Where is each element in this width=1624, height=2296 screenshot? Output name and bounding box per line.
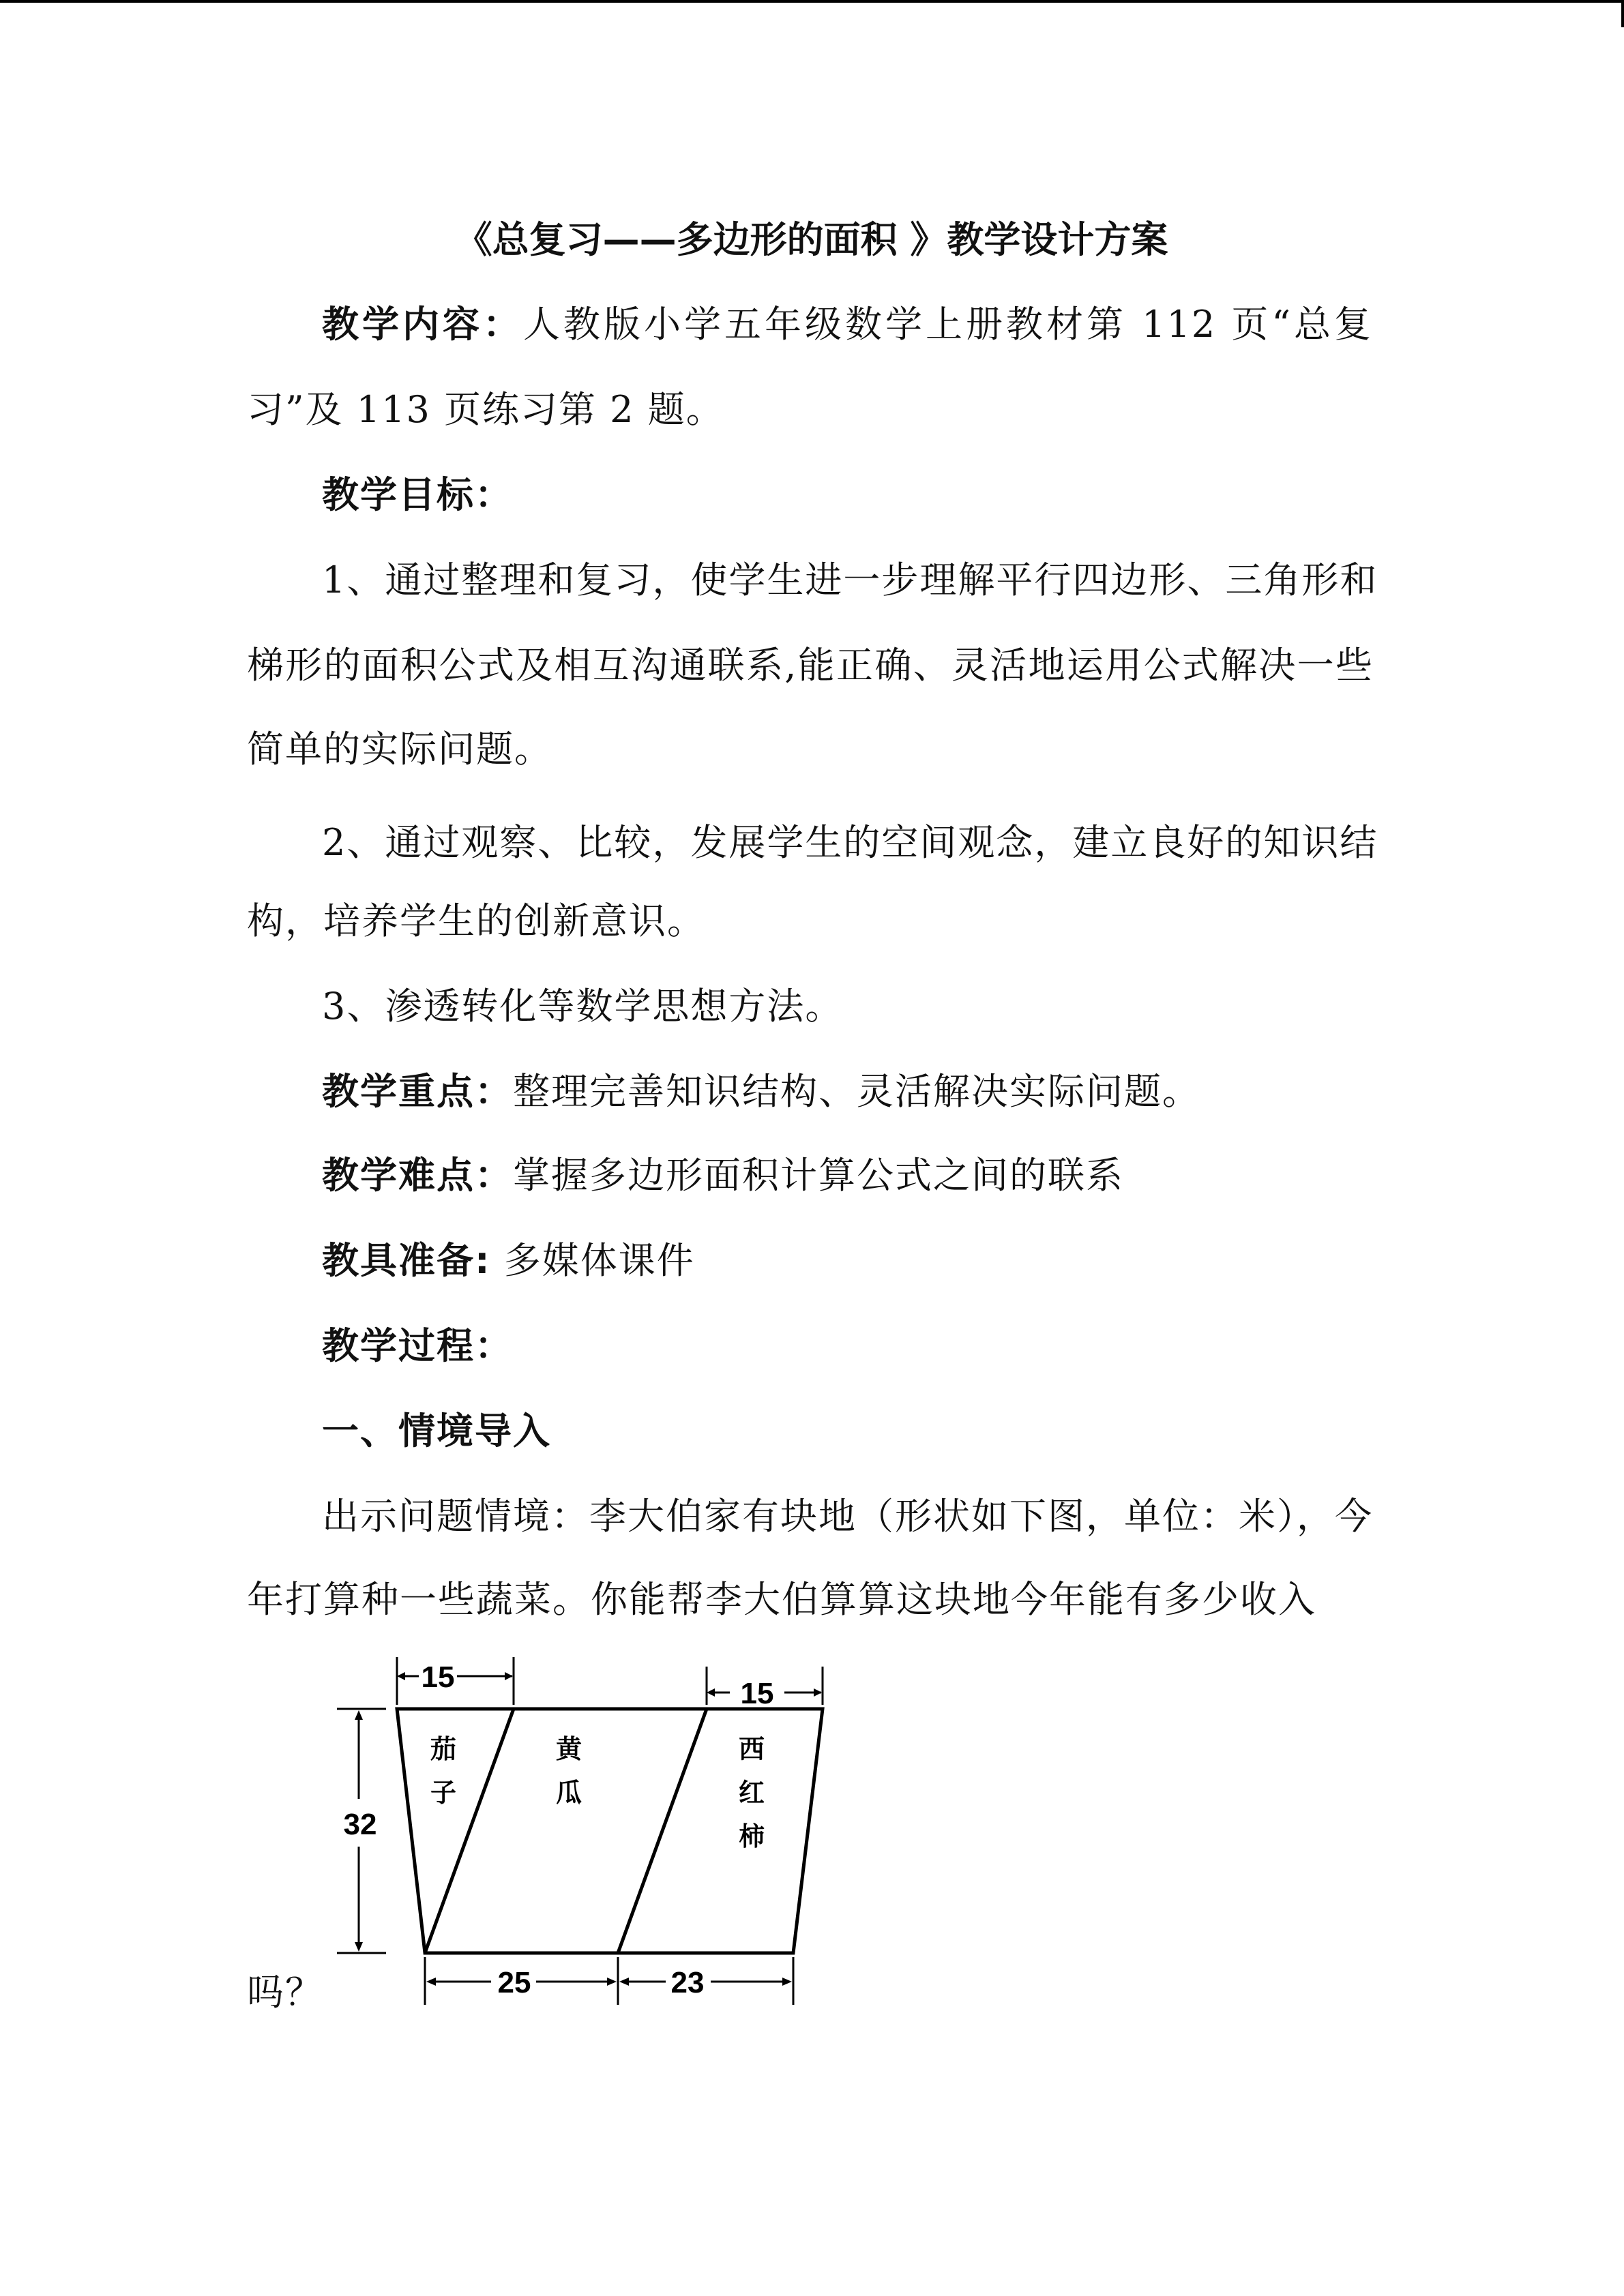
difficulty-text: 掌握多边形面积计算公式之间的联系 (513, 1154, 1124, 1197)
difficulty-paragraph (322, 1151, 1124, 1200)
tools-label: 教具准备: (322, 1239, 491, 1282)
page-top-border (0, 0, 1624, 3)
dimension-height: 32 (343, 1808, 377, 1841)
region-cucumber-label-1: 黄 (555, 1734, 582, 1764)
height-arrowhead-bottom (355, 1942, 363, 1952)
content-paragraph-line-2: 习”及 113 页练习第 2 题。 (247, 388, 724, 431)
bottom-right-arrowhead-left (619, 1978, 629, 1986)
keypoint-label: 教学重点： (322, 1070, 513, 1113)
field-diagram (321, 1650, 839, 2018)
dimension-top-left: 15 (421, 1660, 455, 1694)
top-left-arrowhead (397, 1672, 405, 1680)
top-right-arrowhead-left (707, 1688, 715, 1697)
keypoint-paragraph (322, 1067, 1200, 1116)
section-1-heading: 一、情境导入 (322, 1410, 551, 1452)
height-arrowhead-top (355, 1710, 363, 1720)
field-diagram-svg (321, 1650, 839, 2018)
objective-3: 3、渗透转化等数学思想方法。 (322, 985, 844, 1028)
bottom-left-arrowhead-right (607, 1978, 617, 1986)
objective-2-line-1: 2、通过观察、比较，发展学生的空间观念，建立良好的知识结 (322, 821, 1378, 864)
objective-1-line-1: 1、通过整理和复习，使学生进一步理解平行四边形、三角形和 (322, 558, 1378, 601)
objective-1-line-2: 梯形的面积公式及相互沟通联系,能正确、灵活地运用公式解决一些 (247, 644, 1374, 687)
content-text-1: 人教版小学五年级数学上册教材第 112 页“总复 (523, 303, 1372, 346)
scenario-line-2: 年打算种一些蔬菜。你能帮李大伯算算这块地今年能有多少收入 (247, 1578, 1316, 1621)
keypoint-text: 整理完善知识结构、灵活解决实际问题。 (513, 1070, 1200, 1113)
objectives-label: 教学目标： (322, 473, 513, 516)
dimension-top-right: 15 (740, 1677, 774, 1710)
tools-text: 多媒体课件 (490, 1239, 695, 1282)
region-eggplant-label-1: 茄 (430, 1734, 457, 1764)
region-tomato-label-2: 红 (738, 1778, 765, 1808)
dimension-bottom-right: 23 (670, 1966, 705, 1999)
objective-1-line-3: 简单的实际问题。 (247, 728, 552, 771)
region-eggplant-label-2: 子 (430, 1778, 457, 1808)
region-tomato-label-3: 柿 (738, 1821, 765, 1851)
region-cucumber-label-2: 瓜 (555, 1778, 582, 1808)
scenario-line-3: 吗？ (247, 1971, 323, 2014)
scenario-line-1: 出示问题情境：李大伯家有块地（形状如下图，单位：米），今 (322, 1495, 1373, 1538)
bottom-left-arrowhead-left (426, 1978, 436, 1986)
content-paragraph-line-1 (322, 300, 1372, 349)
tools-paragraph (322, 1236, 695, 1285)
objective-2-line-2: 构，培养学生的创新意识。 (247, 899, 705, 942)
region-tomato-label-1: 西 (738, 1734, 765, 1764)
divider-line-right (618, 1709, 707, 1953)
bottom-right-arrowhead-right (782, 1978, 792, 1986)
process-label: 教学过程： (322, 1324, 513, 1367)
dimension-bottom-left: 25 (497, 1966, 531, 1999)
document-title: 《总复习——多边形的面积 》教学设计方案 (455, 218, 1168, 261)
content-label: 教学内容： (322, 303, 523, 346)
difficulty-label: 教学难点： (322, 1154, 513, 1197)
page-corner-border (1621, 0, 1624, 27)
